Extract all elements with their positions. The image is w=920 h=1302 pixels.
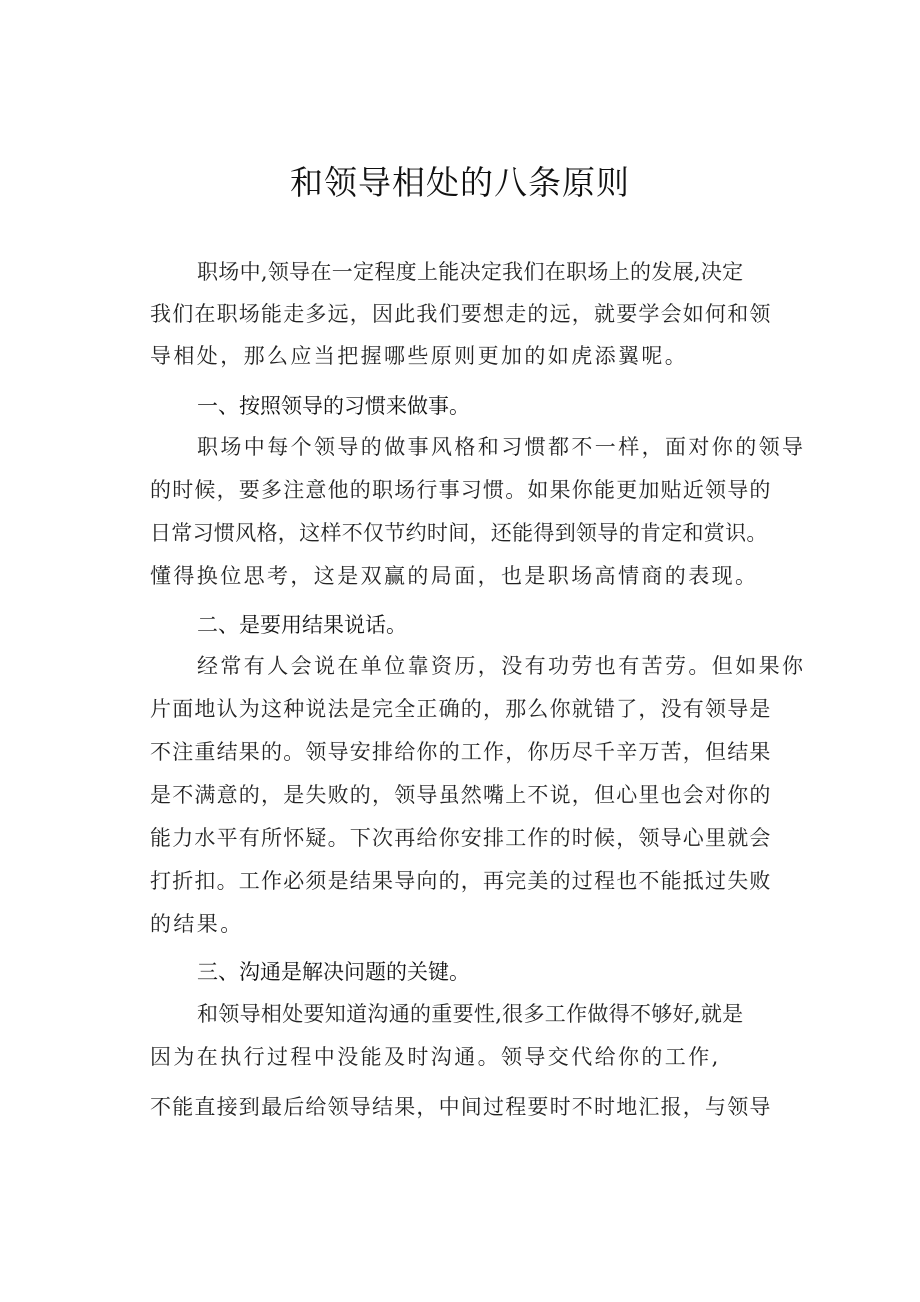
section-2-line-7: 的结果。 <box>150 912 244 936</box>
section-2-line-5: 能力水平有所怀疑。下次再给你安排工作的时候，领导心里就会 <box>150 826 772 850</box>
section-1-line-3: 日常习惯风格，这样不仅节约时间，还能得到领导的肯定和赏识。 <box>150 521 768 545</box>
section-1-heading: 一、按照领导的习惯来做事。 <box>197 394 470 418</box>
section-1-line-1: 职场中每个领导的做事风格和习惯都不一样，面对你的领导 <box>197 435 806 459</box>
section-2-heading: 二、是要用结果说话。 <box>197 613 407 637</box>
section-1-line-2: 的时候，要多注意他的职场行事习惯。如果你能更加贴近领导的 <box>150 478 772 502</box>
intro-line-1: 职场中,领导在一定程度上能决定我们在职场上的发展,决定 <box>197 260 744 284</box>
section-1-line-4: 懂得换位思考，这是双赢的局面，也是职场高情商的表现。 <box>150 564 759 588</box>
section-2-line-4: 是不满意的，是失败的，领导虽然嘴上不说，但心里也会对你的 <box>150 783 772 807</box>
document-title: 和领导相处的八条原则 <box>290 163 630 202</box>
section-3-line-1: 和领导相处要知道沟通的重要性,很多工作做得不够好,就是 <box>197 1002 744 1026</box>
section-2-line-3: 不注重结果的。领导安排给你的工作，你历尽千辛万苦，但结果 <box>150 740 772 764</box>
section-2-line-1: 经常有人会说在单位靠资历，没有功劳也有苦劳。但如果你 <box>197 654 806 678</box>
section-2-line-6: 打折扣。工作必须是结果导向的，再完美的过程也不能抵过失败 <box>150 869 772 893</box>
section-3-line-3: 不能直接到最后给领导结果，中间过程要时不时地汇报，与领导 <box>150 1095 772 1119</box>
section-3-line-2: 因为在执行过程中没能及时沟通。领导交代给你的工作, <box>150 1045 721 1069</box>
section-2-line-2: 片面地认为这种说法是完全正确的，那么你就错了，没有领导是 <box>150 697 772 721</box>
section-3-heading: 三、沟通是解决问题的关键。 <box>197 960 470 984</box>
intro-line-2: 我们在职场能走多远，因此我们要想走的远，就要学会如何和领 <box>150 302 772 326</box>
intro-line-3: 导相处，那么应当把握哪些原则更加的如虎添翼呢。 <box>150 344 689 368</box>
